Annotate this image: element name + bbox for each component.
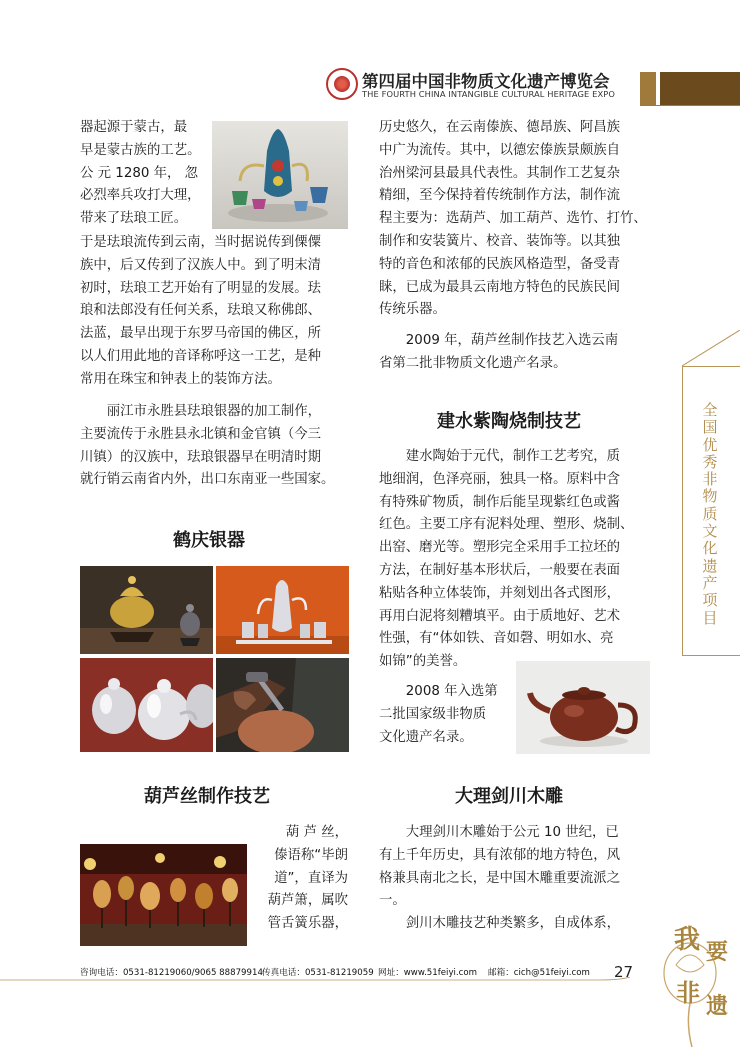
text-line: 剑川木雕技艺种类繁多，自成体系， — [379, 916, 621, 932]
text-line: 程主要为：选葫芦、加工葫芦、选竹、打竹、 — [379, 211, 647, 227]
side-tab-accent — [682, 330, 740, 370]
text-line: 法蓝，最早出现于东罗马帝国的佛区，所 — [80, 326, 322, 342]
text-line: 制作和安装簧片、校音、装饰等。以其独 — [379, 233, 621, 249]
footer-rule — [0, 977, 640, 983]
text-line: 大理剑川木雕始于公元 10 世纪，已 — [379, 825, 619, 840]
expo-logo — [326, 68, 358, 100]
text-line: 公 元 1280 年， 忽 — [80, 165, 199, 181]
text-line: 傣语称“毕朗 — [274, 847, 348, 863]
text-line: 地细润，色泽亮丽，独具一格。原料中含 — [379, 471, 621, 487]
silver-teaset-photo — [216, 566, 349, 654]
text-line: 葫芦箫，属吹 — [267, 893, 348, 909]
text-line: 出窑、磨光等。塑形完全采用手工拉坯的 — [379, 540, 621, 556]
page-number: 27 — [614, 963, 634, 981]
text-line: 初时，珐琅工艺开始有了明显的发展。珐 — [80, 280, 322, 296]
silver-pots-photo — [80, 658, 213, 752]
text-line: 方法，在制好基本形状后，一般要在表面 — [379, 562, 621, 578]
silver-bowl-photo — [80, 566, 213, 654]
side-tab-label: 全 国 优 秀 非 物 质 文 化 遗 产 项 目 — [702, 401, 718, 627]
footer-fax: 传真电话：0531-81219059 — [262, 968, 374, 978]
text-line: 主要流传于永胜县永北镇和金官镇（今三 — [80, 426, 322, 442]
text-line: 有特殊矿物质，制作后能呈现紫红色或酱 — [379, 494, 621, 510]
text-line: 道”，直译为 — [274, 870, 348, 886]
text-line: 带来了珐琅工匠。 — [80, 211, 188, 227]
text-line: 就行销云南省内外，出口东南亚一些国家。 — [80, 472, 335, 488]
text-line: 一。 — [379, 893, 406, 909]
text-line: 琅和法郎没有任何关系，珐琅又称佛郎、 — [80, 303, 322, 319]
brand-char: 非 — [676, 978, 700, 1007]
brand-char: 我 — [674, 925, 701, 955]
text-line: 粘贴各种立体装饰，并刻划出各式图形， — [379, 585, 621, 601]
text-line: 建水陶始于元代，制作工艺考究，质 — [379, 449, 621, 464]
hulusi-history — [379, 117, 647, 322]
silver-craftsman-photo — [216, 658, 349, 752]
text-line: 2008 年入选第 — [379, 684, 498, 699]
text-line: 以人们用此地的音译称呼这一工艺，是种 — [80, 348, 322, 364]
text-line: 省第二批非物质文化遗产名录。 — [379, 355, 567, 371]
text-line: 再用白泥将刻糟填平。由于质地好、艺术 — [379, 608, 621, 624]
enamel-lijiang — [80, 401, 334, 492]
header-divider — [640, 105, 740, 106]
footer-email[interactable]: 邮箱：cich@51feiyi.com — [488, 968, 590, 978]
woodcarving-description — [379, 822, 620, 936]
text-line: 历史悠久，在云南傣族、德昂族、阿昌族 — [379, 120, 621, 135]
text-line: 管舌簧乐器， — [267, 916, 348, 932]
text-line: 于是珐琅流传到云南，当时据说传到傈僳 — [80, 235, 322, 250]
heading-heqing-silver: 鹤庆银器 — [173, 530, 245, 551]
footer-phone: 咨询电话：0531-81219060/9065 88879914 — [80, 968, 263, 978]
header-bar-light — [640, 72, 656, 105]
text-line: 葫 芦 丝， — [285, 825, 348, 840]
text-line: 族中，后又传到了汉族人中。到了明末清 — [80, 257, 322, 273]
brand-mark — [640, 905, 740, 1047]
hulusi-listing — [379, 330, 618, 376]
text-line: 丽江市永胜县珐琅银器的加工制作， — [80, 404, 322, 419]
heading-hulusi: 葫芦丝制作技艺 — [144, 786, 270, 807]
text-line: 2009 年，葫芦丝制作技艺入选云南 — [379, 333, 619, 348]
text-line: 传统乐器。 — [379, 302, 446, 318]
text-line: 二批国家级非物质 — [379, 706, 487, 722]
enamel-history — [80, 232, 321, 392]
text-line: 睐，已成为最具云南地方特色的民族民间 — [379, 279, 621, 295]
text-line: 文化遗产名录。 — [379, 729, 473, 745]
text-line: 特的音色和浓郁的民族风格造型，备受青 — [379, 256, 621, 272]
text-line: 必烈率兵攻打大理， — [80, 188, 201, 204]
heading-jianchuan-woodcarving: 大理剑川木雕 — [455, 786, 563, 807]
teapot-photo — [516, 661, 650, 754]
text-line: 格兼具南北之长，是中国木雕重要流派之 — [379, 870, 621, 886]
text-line: 有上千年历史，具有浓郁的地方特色，风 — [379, 847, 621, 863]
expo-title-en: THE FOURTH CHINA INTANGIBLE CULTURAL HERITAGE EXPO — [362, 89, 615, 99]
text-line: 红色。主要工序有泥料处理、塑形、烧制、 — [379, 517, 634, 533]
text-line: 中广为流传。其中，以德宏傣族景颇族自 — [379, 142, 621, 158]
text-line: 川镇）的汉族中，珐琅银器早在明清时期 — [80, 449, 322, 465]
brand-char: 遗 — [706, 993, 729, 1019]
expo-title: 第四届中国非物质文化遗产博览会 — [362, 72, 610, 91]
pottery-listing — [379, 681, 498, 749]
text-line: 治州梁河县最具代表性。其制作工艺复杂 — [379, 165, 621, 181]
enamel-silverware-photo — [212, 121, 348, 229]
enamel-intro — [80, 117, 201, 231]
hulusi-instruments-photo — [80, 844, 247, 946]
footer-website[interactable]: 网址：www.51feiyi.com — [378, 968, 478, 978]
heading-jianshui-pottery: 建水紫陶烧制技艺 — [437, 411, 581, 432]
hulusi-intro — [252, 822, 348, 936]
text-line: 早是蒙古族的工艺。 — [80, 142, 201, 158]
brand-char: 要 — [706, 939, 729, 965]
text-line: 性强，有“体如铁、音如磬、明如水、亮 — [379, 631, 614, 647]
text-line: 精细，至今保持着传统制作方法，制作流 — [379, 188, 621, 204]
pottery-description — [379, 446, 633, 674]
header-bar-dark — [660, 72, 740, 105]
text-line: 常用在珠宝和钟表上的装饰方法。 — [80, 371, 281, 387]
text-line: 器起源于蒙古，最 — [80, 120, 188, 135]
text-line: 如锦”的美誉。 — [379, 654, 467, 670]
